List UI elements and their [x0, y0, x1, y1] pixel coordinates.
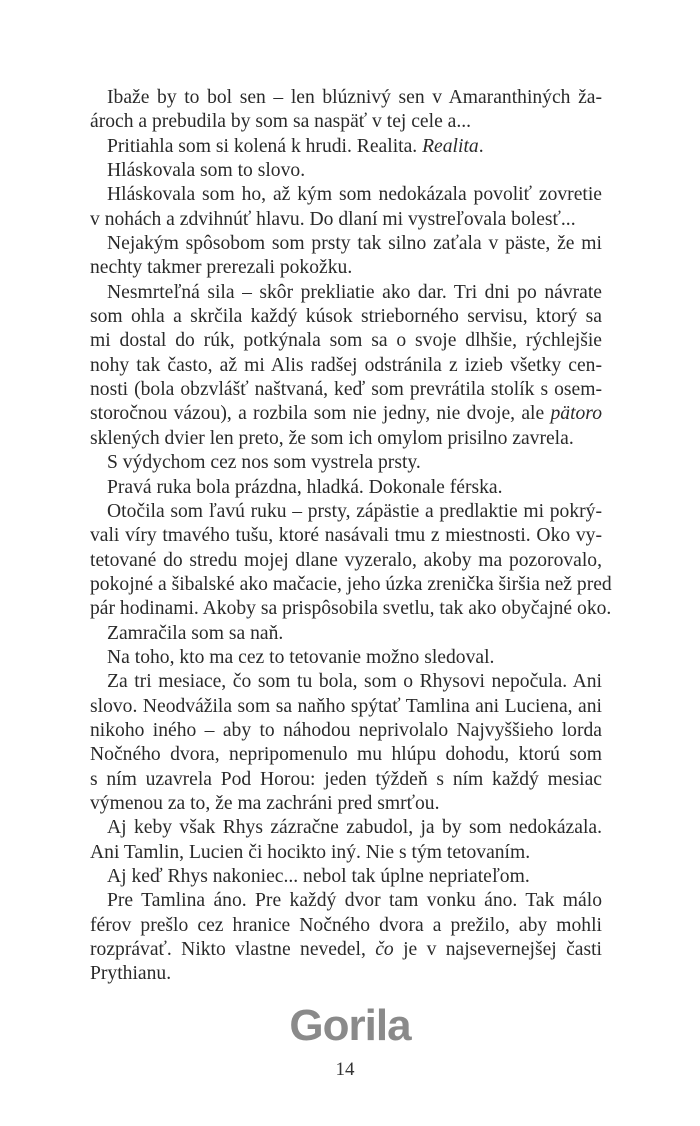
text-line: s ním uzavrela Pod Horou: jeden týždeň s ním každý mesiac — [90, 768, 602, 790]
text-line: férov prešlo cez hranice Nočného dvora a prežilo, aby mohli — [90, 914, 602, 936]
text-line: Nejakým spôsobom som prsty tak silno zaťala v päste, že mi — [107, 233, 602, 255]
text-line: Na toho, kto ma cez to tetovanie možno sledoval. — [107, 646, 495, 668]
text-line: pokojné a šibalské ako mačacie, jeho úzka zrenička širšia než pred — [90, 573, 612, 595]
text-line: nechty takmer prerezali pokožku. — [90, 257, 353, 279]
text-line: slovo. Neodvážila som sa naňho spýtať Tamlina ani Luciena, ani — [90, 695, 602, 717]
text-line: Nesmrteľná sila – skôr prekliatie ako dar. Tri dni po návrate — [107, 281, 602, 303]
text-line: mi dostal do rúk, potkýnala som sa o svoje dlhšie, rýchlejšie — [90, 330, 602, 352]
text-line: Nočného dvora, nepripomenulo mu hlúpu dohodu, ktorú som — [90, 744, 602, 766]
text-line: Otočila som ľavú ruku – prsty, zápästie a predlaktie mi pokrý- — [107, 500, 602, 522]
text-line: Pravá ruka bola prázdna, hladká. Dokonale férska. — [107, 476, 503, 498]
italic-text: pätoro — [550, 403, 602, 425]
text-segment: Pritiahla som si kolená k hrudi. Realita. — [107, 135, 423, 157]
text-line: S výdychom cez nos som vystrela prsty. — [107, 452, 421, 474]
text-line: v nohách a zdvihnúť hlavu. Do dlaní mi vystreľovala bolesť... — [90, 208, 576, 230]
text-line: výmenou za to, že ma zachráni pred smrťou. — [90, 792, 440, 814]
text-line: Ani Tamlin, Lucien či hocikto iný. Nie s tým tetovaním. — [90, 841, 531, 863]
page-number: 14 — [335, 1059, 355, 1080]
text-line: Zamračila som sa naň. — [107, 622, 284, 644]
text-line: ároch a prebudila by som sa naspäť v tej cele a... — [90, 111, 472, 133]
text-segment: storočnou vázou), a rozbila som nie jedny, nie dvoje, ale — [90, 403, 551, 425]
text-line: Aj keď Rhys nakoniec... nebol tak úplne nepriateľom. — [107, 866, 530, 887]
text-segment: rozprávať. Nikto vlastne nevedel, — [90, 939, 376, 961]
text-line: Hláskovala som ho, až kým som nedokázala povoliť zovretie — [107, 184, 602, 206]
text-line — [90, 135, 602, 159]
watermark-logo: Gorila — [289, 1001, 411, 1050]
text-line — [90, 402, 602, 426]
text-line: som ohla a skrčila každý kúsok strieborného servisu, ktorý sa — [90, 306, 602, 328]
text-line: Za tri mesiace, čo som tu bola, som o Rhysovi nepočula. Ani — [107, 671, 602, 693]
text-line: Pre Tamlina áno. Pre každý dvor tam vonku áno. Tak málo — [107, 890, 602, 912]
text-line: pár hodinami. Akoby sa prispôsobila svetlu, tak ako obyčajné oko. — [90, 598, 612, 620]
italic-text: čo — [375, 939, 394, 961]
text-line: tetované do stredu mojej dlane vyzeralo, akoby ma pozorovalo, — [90, 549, 602, 571]
text-line: Ibaže by to bol sen – len blúznivý sen v Amaranthiných ža- — [107, 87, 602, 108]
text-line: Hláskovala som to slovo. — [107, 160, 306, 182]
text-line: nohy tak často, až mi Alis radšej odstránila z izieb všetky cen- — [90, 354, 602, 376]
text-segment: je v najsevernejšej časti — [393, 939, 602, 961]
italic-text: Realita — [422, 135, 479, 157]
text-line: Prythianu. — [90, 963, 172, 985]
text-line — [90, 938, 602, 962]
text-line: sklených dvier len preto, že som ich omylom prisilno zavrela. — [90, 427, 574, 449]
text-line: Aj keby však Rhys zázračne zabudol, ja by som nedokázala. — [107, 817, 602, 839]
body-text — [90, 86, 612, 987]
text-segment: . — [478, 135, 484, 157]
text-line: nosti (bola obzvlášť naštvaná, keď som prevrátila stolík s osem- — [90, 379, 602, 401]
text-line: nikoho iného – aby to náhodou neprivolalo Najvyššieho lorda — [90, 719, 602, 741]
text-line: vali víry tmavého tušu, ktoré nasávali tmu z miestnosti. Oko vy- — [90, 525, 602, 547]
